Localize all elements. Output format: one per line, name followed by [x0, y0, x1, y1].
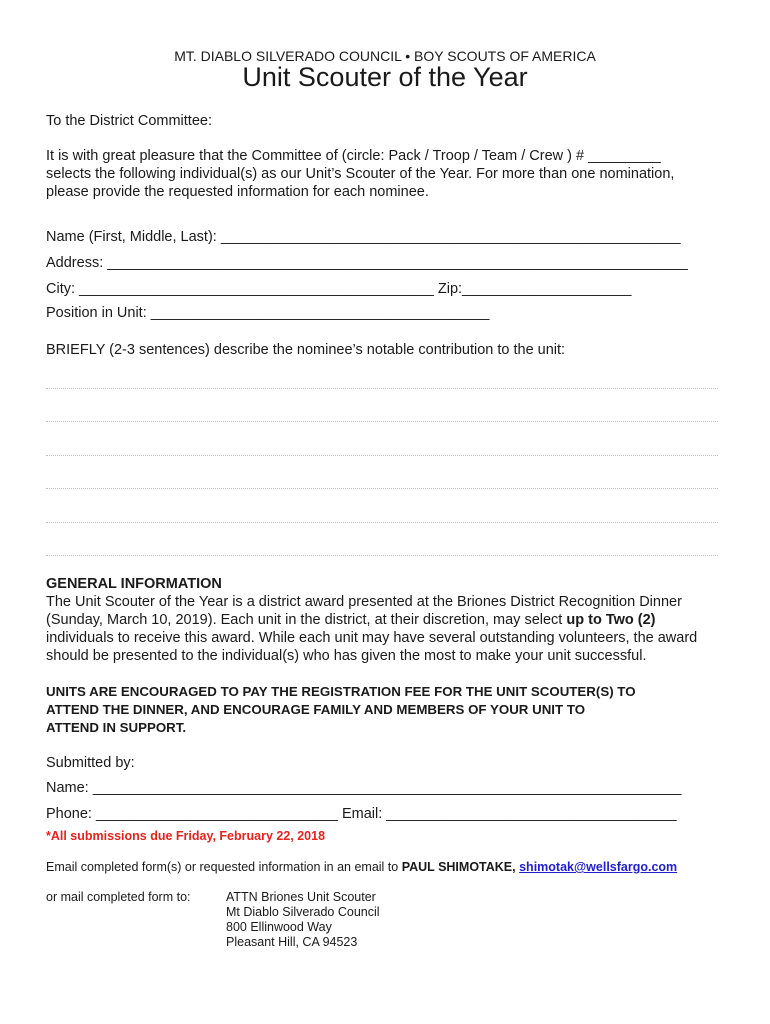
council-header: MT. DIABLO SILVERADO COUNCIL • BOY SCOUTS OF AMERICA	[174, 48, 596, 64]
notice-line-1: UNITS ARE ENCOURAGED TO PAY THE REGISTRATION FEE FOR THE UNIT SCOUTER(S) TO	[46, 684, 636, 699]
general-info-limit: up to Two (2)	[566, 612, 656, 628]
nominee-city-zip-field[interactable]: City: ____________________________________________ Zip:_____________________	[46, 281, 632, 297]
notice-line-2: ATTEND THE DINNER, AND ENCOURAGE FAMILY AND MEMBERS OF YOUR UNIT TO	[46, 702, 586, 717]
general-info-heading: GENERAL INFORMATION	[46, 576, 222, 592]
contribution-line-1[interactable]	[46, 388, 718, 389]
contact-person: PAUL SHIMOTAKE,	[401, 860, 516, 874]
general-info-line-4: should be presented to the individual(s) who has given the most to make your unit successful.	[46, 648, 647, 664]
mail-address-line-4: Pleasant Hill, CA 94523	[226, 935, 358, 949]
notice-line-3: ATTEND IN SUPPORT.	[46, 720, 187, 735]
intro-line-1: It is with great pleasure that the Committee of (circle: Pack / Troop / Team / Crew ) # _________	[46, 148, 661, 164]
contribution-line-2[interactable]	[46, 421, 718, 422]
email-instructions	[46, 860, 677, 874]
submitter-name-field[interactable]: Name: _________________________________________________________________________	[46, 780, 682, 796]
submitter-phone-email-field[interactable]: Phone: ______________________________ Email: ____________________________________	[46, 806, 677, 822]
contribution-line-3[interactable]	[46, 455, 718, 456]
nominee-position-field[interactable]: Position in Unit: __________________________________________	[46, 305, 490, 321]
general-info-line-2-text: (Sunday, March 10, 2019). Each unit in the district, at their discretion, may select	[46, 612, 567, 628]
nominee-name-field[interactable]: Name (First, Middle, Last): _________________________________________________________	[46, 229, 681, 245]
contribution-line-6[interactable]	[46, 555, 718, 556]
email-instructions-text: Email completed form(s) or requested information in an email to	[46, 860, 402, 874]
contact-email-link[interactable]: shimotak@wellsfargo.com	[519, 860, 678, 874]
mail-address-line-2: Mt Diablo Silverado Council	[226, 905, 380, 919]
general-info-line-2	[46, 612, 656, 628]
contribution-prompt: BRIEFLY (2-3 sentences) describe the nominee’s notable contribution to the unit:	[46, 342, 566, 358]
contribution-line-5[interactable]	[46, 522, 718, 523]
deadline-notice: *All submissions due Friday, February 22, 2018	[46, 829, 326, 843]
intro-line-3: please provide the requested information for each nominee.	[46, 184, 429, 200]
mail-address-line-3: 800 Ellinwood Way	[226, 920, 332, 934]
salutation: To the District Committee:	[46, 113, 212, 129]
general-info-line-1: The Unit Scouter of the Year is a district award presented at the Briones District Recognition Dinner	[46, 594, 682, 610]
general-info-line-3: individuals to receive this award. While each unit may have several outstanding volunteers, the award	[46, 630, 698, 646]
contribution-line-4[interactable]	[46, 488, 718, 489]
nominee-address-field[interactable]: Address: ________________________________________________________________________	[46, 255, 688, 271]
mail-label: or mail completed form to:	[46, 890, 191, 904]
mail-address-line-1: ATTN Briones Unit Scouter	[226, 890, 376, 904]
submitted-by-label: Submitted by:	[46, 755, 135, 771]
page-title: Unit Scouter of the Year	[242, 62, 528, 92]
intro-line-2: selects the following individual(s) as our Unit’s Scouter of the Year. For more than one nomination,	[46, 166, 675, 182]
